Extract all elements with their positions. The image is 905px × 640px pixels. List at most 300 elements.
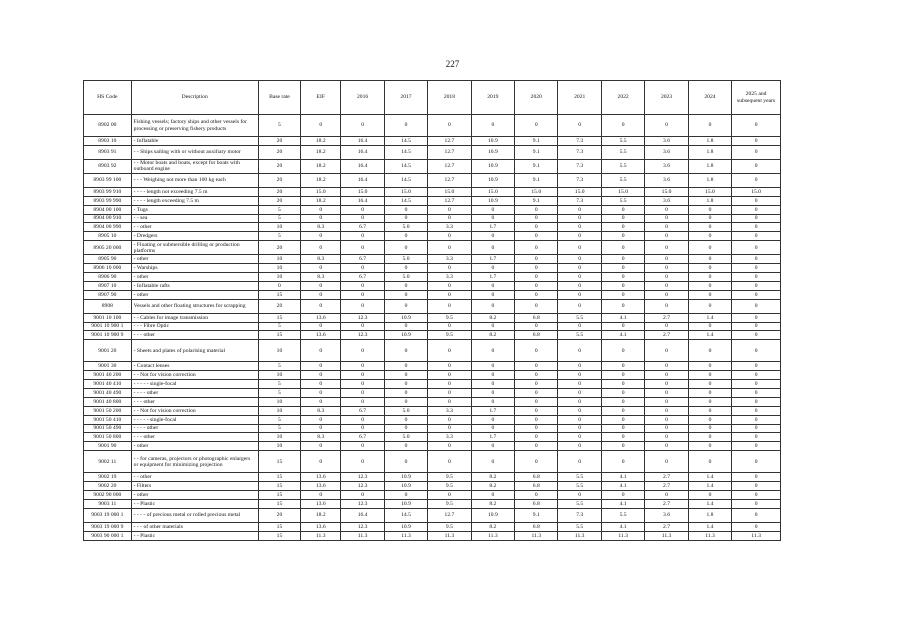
rate-cell: 0: [428, 371, 471, 380]
rate-cell: 0: [301, 340, 341, 362]
rate-cell: 3.3: [428, 255, 471, 264]
rate-cell: 0: [384, 397, 427, 406]
rate-cell: 5.5: [601, 173, 644, 187]
rate-cell: 1.8: [688, 159, 731, 173]
hs-code-cell: 8903 99 990: [84, 196, 132, 205]
rate-cell: 0: [558, 299, 601, 313]
rate-cell: 2.7: [645, 499, 688, 508]
table-row: [84, 499, 781, 508]
rate-cell: 3.3: [428, 406, 471, 415]
rate-cell: 15: [258, 499, 300, 508]
rate-cell: 5.5: [558, 331, 601, 340]
rate-cell: 0: [601, 340, 644, 362]
hs-code-cell: 9001 30: [84, 362, 132, 371]
rate-cell: 0: [384, 241, 427, 255]
rate-cell: 10: [258, 255, 300, 264]
rate-cell: 0: [515, 115, 558, 137]
rate-cell: 10: [258, 223, 300, 232]
hs-code-cell: 9002 20: [84, 482, 132, 491]
rate-cell: 0: [645, 362, 688, 371]
rate-cell: 0: [558, 322, 601, 331]
rate-cell: 1.7: [471, 273, 514, 282]
description-cell: - - - other: [131, 397, 258, 406]
table-row: [84, 406, 781, 415]
rate-cell: 0: [341, 380, 384, 389]
rate-cell: 0: [471, 214, 514, 223]
rate-cell: 0: [384, 424, 427, 433]
rate-cell: 0: [384, 491, 427, 500]
rate-cell: 0: [601, 406, 644, 415]
description-cell: - other: [131, 290, 258, 299]
rate-cell: 0: [732, 522, 781, 531]
column-header: HS Code: [84, 81, 132, 115]
rate-cell: 0: [341, 451, 384, 473]
description-cell: - - - other: [131, 433, 258, 442]
rate-cell: 7.3: [558, 145, 601, 159]
rate-cell: 12.3: [341, 522, 384, 531]
rate-cell: 13.6: [301, 313, 341, 322]
rate-cell: 20: [258, 159, 300, 173]
rate-cell: 8.2: [471, 499, 514, 508]
rate-cell: 0: [688, 380, 731, 389]
rate-cell: 0: [428, 214, 471, 223]
rate-cell: 3.3: [428, 223, 471, 232]
rate-cell: 0: [301, 389, 341, 398]
rate-cell: 1.8: [688, 145, 731, 159]
rate-cell: 13.6: [301, 482, 341, 491]
rate-cell: 10: [258, 397, 300, 406]
rate-cell: 20: [258, 241, 300, 255]
rate-cell: 0: [301, 232, 341, 241]
rate-cell: 14.5: [384, 159, 427, 173]
rate-cell: 0: [515, 380, 558, 389]
rate-cell: 0: [558, 281, 601, 290]
hs-code-cell: 9003 11: [84, 499, 132, 508]
rate-cell: 5.0: [384, 223, 427, 232]
rate-cell: 1.7: [471, 433, 514, 442]
column-header: 2024: [688, 81, 731, 115]
rate-cell: 0: [732, 255, 781, 264]
rate-cell: 0: [515, 223, 558, 232]
description-cell: - - Motor boats and boats, except for boats with outboard engine: [131, 159, 258, 173]
rate-cell: 3.6: [645, 196, 688, 205]
rate-cell: 12.7: [428, 508, 471, 522]
hs-code-cell: 8905 10: [84, 232, 132, 241]
tariff-schedule-table: [83, 80, 781, 541]
rate-cell: 0: [601, 115, 644, 137]
rate-cell: 0: [558, 273, 601, 282]
rate-cell: 0: [384, 264, 427, 273]
hs-code-cell: 8902 00: [84, 115, 132, 137]
rate-cell: 10.9: [471, 159, 514, 173]
rate-cell: 15: [258, 331, 300, 340]
rate-cell: 0: [428, 115, 471, 137]
rate-cell: 8.3: [301, 433, 341, 442]
rate-cell: 0: [645, 371, 688, 380]
rate-cell: 0: [515, 273, 558, 282]
rate-cell: 11.3: [428, 531, 471, 540]
rate-cell: 0: [384, 415, 427, 424]
rate-cell: 0: [428, 424, 471, 433]
rate-cell: 1.8: [688, 196, 731, 205]
hs-code-cell: 9001 50 410: [84, 415, 132, 424]
rate-cell: 0: [301, 299, 341, 313]
rate-cell: 0: [301, 451, 341, 473]
rate-cell: 10: [258, 442, 300, 451]
rate-cell: 0: [732, 331, 781, 340]
rate-cell: 0: [341, 322, 384, 331]
rate-cell: 0: [428, 442, 471, 451]
rate-cell: 0: [688, 264, 731, 273]
hs-code-cell: 8904 00 910: [84, 214, 132, 223]
rate-cell: 1.4: [688, 522, 731, 531]
rate-cell: 0: [645, 491, 688, 500]
description-cell: - - - - other: [131, 389, 258, 398]
rate-cell: 5.0: [384, 255, 427, 264]
rate-cell: 0: [688, 273, 731, 282]
table-header-row: [84, 81, 781, 115]
rate-cell: 0: [601, 442, 644, 451]
rate-cell: 5.0: [384, 273, 427, 282]
rate-cell: 0: [301, 442, 341, 451]
rate-cell: 0: [515, 241, 558, 255]
rate-cell: 5: [258, 232, 300, 241]
rate-cell: 18.2: [301, 159, 341, 173]
description-cell: - Tugs: [131, 205, 258, 214]
table-row: [84, 424, 781, 433]
rate-cell: 7.3: [558, 508, 601, 522]
rate-cell: 0: [301, 397, 341, 406]
rate-cell: 0: [688, 397, 731, 406]
description-cell: Fishing vessels; factory ships and other vessels for processing or preserving fishery products: [131, 115, 258, 137]
rate-cell: 6.8: [515, 482, 558, 491]
rate-cell: 10.9: [471, 196, 514, 205]
rate-cell: 10: [258, 406, 300, 415]
rate-cell: 0: [515, 415, 558, 424]
rate-cell: 5.5: [601, 508, 644, 522]
rate-cell: 7.3: [558, 137, 601, 146]
rate-cell: 15: [258, 531, 300, 540]
rate-cell: 0: [645, 389, 688, 398]
rate-cell: 0: [428, 415, 471, 424]
rate-cell: 0: [645, 340, 688, 362]
rate-cell: 1.7: [471, 255, 514, 264]
rate-cell: 0: [515, 264, 558, 273]
description-cell: - Sheets and plates of polarising material: [131, 340, 258, 362]
rate-cell: 0: [301, 322, 341, 331]
rate-cell: 0: [341, 397, 384, 406]
rate-cell: 0: [471, 299, 514, 313]
table-row: [84, 223, 781, 232]
rate-cell: 0: [558, 205, 601, 214]
rate-cell: 9.5: [428, 331, 471, 340]
hs-code-cell: 9001 90: [84, 442, 132, 451]
table-row: [84, 273, 781, 282]
rate-cell: 0: [515, 214, 558, 223]
rate-cell: 0: [384, 299, 427, 313]
rate-cell: 13.6: [301, 522, 341, 531]
rate-cell: 0: [688, 290, 731, 299]
description-cell: - - - Weighing not more than 100 kg each: [131, 173, 258, 187]
rate-cell: 15: [258, 522, 300, 531]
rate-cell: 0: [384, 380, 427, 389]
rate-cell: 0: [515, 362, 558, 371]
rate-cell: 0: [645, 451, 688, 473]
rate-cell: 0: [732, 273, 781, 282]
rate-cell: 0: [688, 424, 731, 433]
rate-cell: 5: [258, 322, 300, 331]
rate-cell: 0: [515, 491, 558, 500]
rate-cell: 0: [301, 290, 341, 299]
rate-cell: 0: [341, 214, 384, 223]
rate-cell: 5.0: [384, 433, 427, 442]
hs-code-cell: 8903 91: [84, 145, 132, 159]
rate-cell: 8.3: [301, 223, 341, 232]
rate-cell: 0: [558, 491, 601, 500]
column-header: 2016: [341, 81, 384, 115]
rate-cell: 0: [732, 115, 781, 137]
rate-cell: 6.7: [341, 406, 384, 415]
rate-cell: 0: [601, 371, 644, 380]
rate-cell: 20: [258, 173, 300, 187]
rate-cell: 0: [341, 115, 384, 137]
rate-cell: 0: [301, 371, 341, 380]
rate-cell: 0: [515, 322, 558, 331]
rate-cell: 0: [471, 424, 514, 433]
rate-cell: 0: [428, 290, 471, 299]
rate-cell: 0: [601, 299, 644, 313]
rate-cell: 10: [258, 264, 300, 273]
rate-cell: 5.5: [601, 159, 644, 173]
rate-cell: 13.6: [301, 499, 341, 508]
description-cell: - - - of other materials: [131, 522, 258, 531]
description-cell: - Warships: [131, 264, 258, 273]
rate-cell: 0: [471, 371, 514, 380]
rate-cell: 0: [515, 232, 558, 241]
rate-cell: 0: [688, 442, 731, 451]
description-cell: - - other: [131, 473, 258, 482]
hs-code-cell: 8903 10: [84, 137, 132, 146]
rate-cell: 0: [601, 223, 644, 232]
column-header: 2025 and subsequent years: [732, 81, 781, 115]
rate-cell: 16.4: [341, 159, 384, 173]
rate-cell: 12.7: [428, 173, 471, 187]
rate-cell: 9.1: [515, 196, 558, 205]
rate-cell: 0: [384, 371, 427, 380]
rate-cell: 0: [515, 371, 558, 380]
rate-cell: 12.7: [428, 196, 471, 205]
rate-cell: 11.3: [558, 531, 601, 540]
rate-cell: 0: [688, 255, 731, 264]
rate-cell: 10.9: [384, 313, 427, 322]
rate-cell: 10: [258, 433, 300, 442]
rate-cell: 12.3: [341, 331, 384, 340]
description-cell: - other: [131, 491, 258, 500]
rate-cell: 0: [688, 281, 731, 290]
table-row: [84, 173, 781, 187]
hs-code-cell: 9002 11: [84, 451, 132, 473]
rate-cell: 0: [384, 362, 427, 371]
rate-cell: 9.5: [428, 482, 471, 491]
rate-cell: 11.3: [601, 531, 644, 540]
rate-cell: 0: [558, 424, 601, 433]
rate-cell: 0: [601, 264, 644, 273]
rate-cell: 16.4: [341, 173, 384, 187]
hs-code-cell: 8905 90: [84, 255, 132, 264]
rate-cell: 12.7: [428, 159, 471, 173]
rate-cell: 0: [601, 415, 644, 424]
rate-cell: 0: [515, 424, 558, 433]
rate-cell: 0: [558, 362, 601, 371]
hs-code-cell: 8907 90: [84, 290, 132, 299]
rate-cell: 8.2: [471, 482, 514, 491]
description-cell: - - sea: [131, 214, 258, 223]
rate-cell: 0: [601, 290, 644, 299]
rate-cell: 3.3: [428, 433, 471, 442]
rate-cell: 0: [688, 241, 731, 255]
rate-cell: 3.6: [645, 137, 688, 146]
hs-code-cell: 9001 40 200: [84, 371, 132, 380]
rate-cell: 0: [341, 362, 384, 371]
rate-cell: 18.2: [301, 508, 341, 522]
rate-cell: 0: [428, 264, 471, 273]
rate-cell: 0: [341, 389, 384, 398]
rate-cell: 0: [428, 362, 471, 371]
description-cell: - other: [131, 255, 258, 264]
rate-cell: 0: [645, 255, 688, 264]
description-cell: - - Not for vision correction: [131, 406, 258, 415]
rate-cell: 0: [645, 273, 688, 282]
rate-cell: 0: [732, 380, 781, 389]
rate-cell: 0: [688, 371, 731, 380]
rate-cell: 14.5: [384, 196, 427, 205]
rate-cell: 0: [471, 290, 514, 299]
rate-cell: 15.0: [645, 187, 688, 196]
table-row: [84, 397, 781, 406]
rate-cell: 0: [732, 264, 781, 273]
description-cell: - Inflatable rafts: [131, 281, 258, 290]
rate-cell: 7.3: [558, 173, 601, 187]
rate-cell: 0: [341, 299, 384, 313]
table-row: [84, 205, 781, 214]
rate-cell: 12.3: [341, 313, 384, 322]
rate-cell: 0: [732, 137, 781, 146]
description-cell: - Floating or submersible drilling or production platforms: [131, 241, 258, 255]
rate-cell: 6.7: [341, 255, 384, 264]
rate-cell: 0: [384, 290, 427, 299]
rate-cell: 0: [558, 415, 601, 424]
rate-cell: 10.9: [471, 508, 514, 522]
table-row: [84, 508, 781, 522]
rate-cell: 0: [558, 380, 601, 389]
rate-cell: 2.7: [645, 522, 688, 531]
rate-cell: 0: [732, 371, 781, 380]
rate-cell: 0: [688, 415, 731, 424]
rate-cell: 2.7: [645, 473, 688, 482]
rate-cell: 0: [301, 241, 341, 255]
hs-code-cell: 9003 19 000 1: [84, 508, 132, 522]
rate-cell: 0: [688, 322, 731, 331]
table-row: [84, 255, 781, 264]
rate-cell: 15.0: [688, 187, 731, 196]
hs-code-cell: 8906 90: [84, 273, 132, 282]
rate-cell: 15.0: [471, 187, 514, 196]
rate-cell: 5.5: [601, 137, 644, 146]
rate-cell: 0: [341, 415, 384, 424]
table-row: [84, 362, 781, 371]
rate-cell: 1.7: [471, 223, 514, 232]
rate-cell: 0: [645, 205, 688, 214]
rate-cell: 0: [471, 451, 514, 473]
rate-cell: 8.3: [301, 273, 341, 282]
rate-cell: 0: [688, 115, 731, 137]
table-row: [84, 281, 781, 290]
hs-code-cell: 9001 20: [84, 340, 132, 362]
rate-cell: 0: [341, 241, 384, 255]
description-cell: - - Plastic: [131, 499, 258, 508]
rate-cell: 18.2: [301, 196, 341, 205]
rate-cell: 0: [341, 340, 384, 362]
rate-cell: 0: [384, 322, 427, 331]
rate-cell: 0: [558, 241, 601, 255]
rate-cell: 0: [732, 397, 781, 406]
rate-cell: 0: [601, 433, 644, 442]
table-row: [84, 389, 781, 398]
description-cell: - other: [131, 273, 258, 282]
hs-code-cell: 9001 40 410: [84, 380, 132, 389]
rate-cell: 0: [688, 433, 731, 442]
hs-code-cell: 9001 50 200: [84, 406, 132, 415]
rate-cell: 0: [515, 451, 558, 473]
rate-cell: 15.0: [301, 187, 341, 196]
rate-cell: 0: [515, 397, 558, 406]
rate-cell: 11.3: [688, 531, 731, 540]
rate-cell: 0: [301, 380, 341, 389]
hs-code-cell: 8903 92: [84, 159, 132, 173]
rate-cell: 3.6: [645, 173, 688, 187]
rate-cell: 0: [471, 380, 514, 389]
rate-cell: 10.9: [384, 331, 427, 340]
rate-cell: 10.9: [471, 137, 514, 146]
rate-cell: 8.2: [471, 473, 514, 482]
rate-cell: 20: [258, 145, 300, 159]
rate-cell: 0: [428, 451, 471, 473]
description-cell: - - Ships sailing with or without auxiliary motor: [131, 145, 258, 159]
rate-cell: 0: [471, 415, 514, 424]
rate-cell: 0: [515, 433, 558, 442]
table-row: [84, 290, 781, 299]
rate-cell: 15: [258, 482, 300, 491]
rate-cell: 0: [601, 389, 644, 398]
rate-cell: 9.1: [515, 508, 558, 522]
rate-cell: 9.5: [428, 522, 471, 531]
rate-cell: 14.5: [384, 137, 427, 146]
rate-cell: 0: [732, 508, 781, 522]
description-cell: - - - - length not exceeding 7.5 m: [131, 187, 258, 196]
rate-cell: 3.6: [645, 159, 688, 173]
rate-cell: 15: [258, 451, 300, 473]
rate-cell: 0: [301, 115, 341, 137]
rate-cell: 1.8: [688, 508, 731, 522]
rate-cell: 0: [384, 214, 427, 223]
rate-cell: 0: [258, 281, 300, 290]
rate-cell: 7.3: [558, 196, 601, 205]
rate-cell: 0: [428, 340, 471, 362]
rate-cell: 0: [688, 406, 731, 415]
rate-cell: 0: [732, 145, 781, 159]
rate-cell: 20: [258, 187, 300, 196]
table-row: [84, 380, 781, 389]
